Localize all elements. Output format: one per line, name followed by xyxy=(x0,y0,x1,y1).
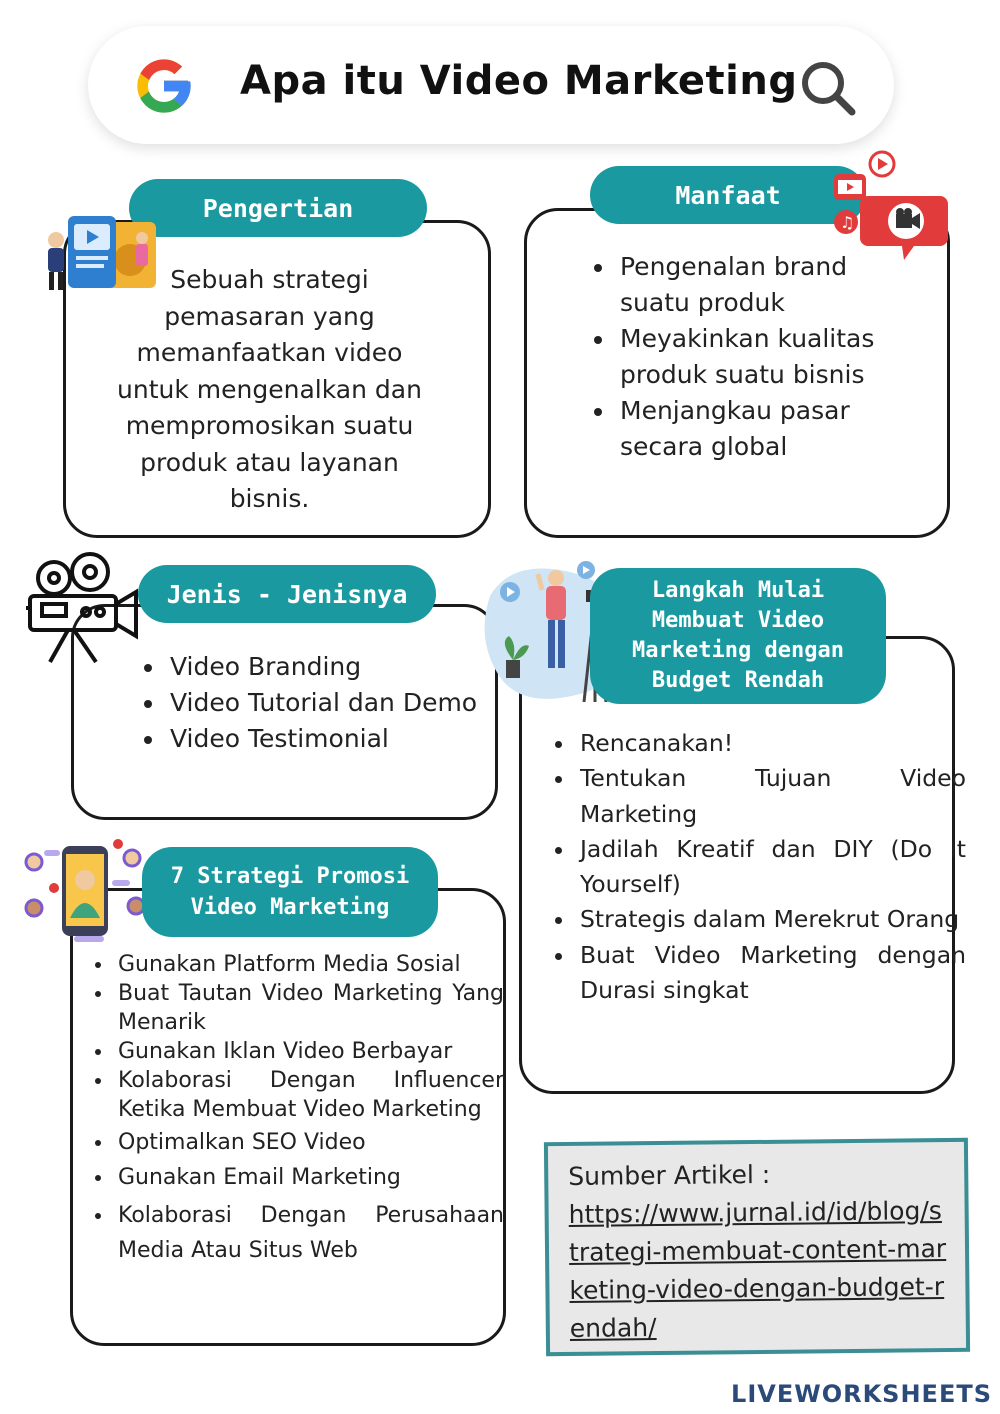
list-item: • Buat Tautan Video Marketing Yang Menarik xyxy=(114,979,504,1037)
list-item: • Gunakan Email Marketing xyxy=(114,1163,504,1192)
langkah-title-line: Membuat Video xyxy=(651,608,825,633)
search-icon[interactable] xyxy=(798,58,858,118)
list-item: • Strategis dalam Merekrut Orang xyxy=(576,902,966,937)
watermark: LIVEWORKSHEETS xyxy=(731,1380,992,1408)
list-item: • Kolaborasi Dengan Influencer Ketika Membuat Video Marketing xyxy=(114,1066,504,1124)
page-title: Apa itu Video Marketing xyxy=(240,58,798,104)
langkah-title-line: Langkah Mulai xyxy=(651,578,825,603)
langkah-header xyxy=(590,568,886,704)
list-item: • Video Testimonial xyxy=(166,721,505,757)
pengertian-text: Sebuah strategi pemasaran yang memanfaatkan video untuk mengenalkan dan mempromosikan suatu produk atau layanan bisnis. xyxy=(117,265,422,513)
list-item: • Tentukan Tujuan Video Marketing xyxy=(576,761,966,832)
strategi-header xyxy=(142,847,438,937)
social-media-illustration xyxy=(20,836,150,944)
svg-text:♫: ♫ xyxy=(840,213,855,232)
strategi-title-line: Video Marketing xyxy=(190,895,390,920)
list-item: • Video Branding xyxy=(166,649,505,685)
list-item: • Video Tutorial dan Demo xyxy=(166,685,505,721)
source-box xyxy=(544,1138,970,1356)
pengertian-title: Pengertian xyxy=(202,193,354,223)
list-item: • Gunakan Iklan Video Berbayar xyxy=(114,1037,504,1066)
list-item: • Kolaborasi Dengan Perusahaan Media Atau Situs Web xyxy=(114,1198,504,1268)
list-item: • Meyakinkan kualitas produk suatu bisnis xyxy=(616,321,906,393)
list-item: • Rencanakan! xyxy=(576,726,966,761)
video-camera-icon xyxy=(20,550,144,666)
source-link[interactable]: https://www.jurnal.id/id/blog/strategi-membuat-content-marketing-video-dengan-budget-rendah/ xyxy=(568,1196,947,1343)
list-item: • Jadilah Kreatif dan DIY (Do It Yourself) xyxy=(576,832,966,903)
list-item: • Pengenalan brand suatu produk xyxy=(616,249,906,321)
langkah-title-line: Budget Rendah xyxy=(651,668,825,693)
list-item: • Optimalkan SEO Video xyxy=(114,1128,504,1157)
langkah-list xyxy=(550,726,966,1008)
manfaat-title: Manfaat xyxy=(675,180,781,210)
list-item: • Menjangkau pasar secara global xyxy=(616,393,906,465)
manfaat-list xyxy=(590,249,906,465)
manfaat-header xyxy=(590,166,866,224)
google-logo-icon xyxy=(132,54,196,118)
strategi-title-line: 7 Strategi Promosi xyxy=(170,864,410,889)
strategi-list xyxy=(88,950,504,1268)
source-label: Sumber Artikel : xyxy=(568,1159,771,1191)
jenis-list xyxy=(140,649,505,757)
jenis-title: Jenis - Jenisnya xyxy=(166,579,408,609)
jenis-header xyxy=(138,565,436,623)
list-item: • Gunakan Platform Media Sosial xyxy=(114,950,504,979)
langkah-title-line: Marketing dengan xyxy=(632,638,844,663)
list-item: • Buat Video Marketing dengan Durasi singkat xyxy=(576,938,966,1009)
pengertian-header xyxy=(129,179,427,237)
